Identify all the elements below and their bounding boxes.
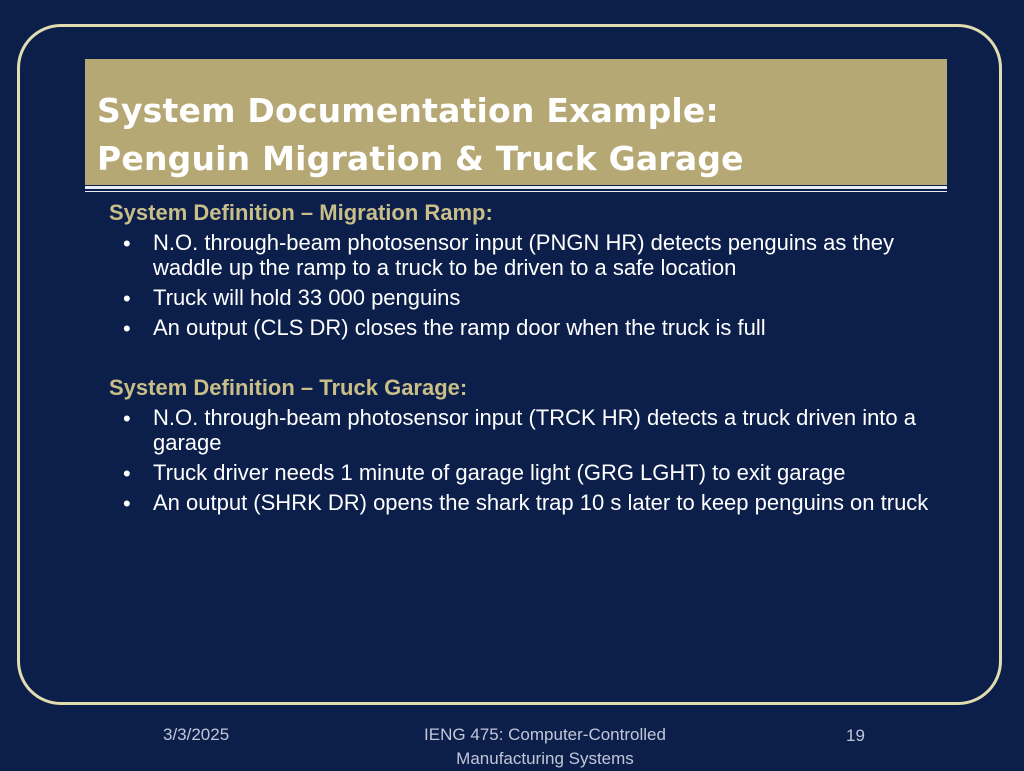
bullet-icon: • (123, 461, 131, 486)
list-item (108, 405, 948, 455)
list-item (108, 230, 948, 280)
slide-title-line-2: Penguin Migration & Truck Garage (97, 139, 744, 178)
bullet-list-truck-garage (108, 405, 948, 520)
slide-number: 19 (846, 726, 865, 745)
list-item-text: N.O. through-beam photosensor input (PNGN HR) detects penguins as they waddle up the ramp to a truck to be driven to a safe location (153, 230, 895, 280)
list-item (108, 460, 948, 485)
title-rule-thin (85, 191, 947, 192)
bullet-icon: • (123, 406, 131, 431)
title-band (85, 59, 947, 185)
list-item-text: Truck will hold 33 000 penguins (153, 285, 461, 310)
list-item (108, 285, 948, 310)
footer-course-title: IENG 475: Computer-Controlled Manufacturing Systems (424, 725, 666, 768)
bullet-list-migration-ramp (108, 230, 948, 345)
title-rule (85, 186, 947, 189)
slide-title (97, 87, 744, 183)
bullet-icon: • (123, 491, 131, 516)
list-item (108, 490, 948, 515)
bullet-icon: • (123, 286, 131, 311)
bullet-icon: • (123, 231, 131, 256)
bullet-icon: • (123, 316, 131, 341)
section-heading-truck-garage: System Definition – Truck Garage: (109, 375, 468, 400)
list-item-text: An output (CLS DR) closes the ramp door when the truck is full (153, 315, 766, 340)
list-item-text: Truck driver needs 1 minute of garage light (GRG LGHT) to exit garage (153, 460, 846, 485)
footer-date: 3/3/2025 (163, 725, 230, 744)
list-item (108, 315, 948, 340)
section-heading-migration-ramp: System Definition – Migration Ramp: (109, 200, 493, 225)
list-item-text: An output (SHRK DR) opens the shark trap 10 s later to keep penguins on truck (153, 490, 929, 515)
list-item-text: N.O. through-beam photosensor input (TRCK HR) detects a truck driven into a garage (153, 405, 917, 455)
slide-title-line-1: System Documentation Example: (97, 91, 719, 130)
